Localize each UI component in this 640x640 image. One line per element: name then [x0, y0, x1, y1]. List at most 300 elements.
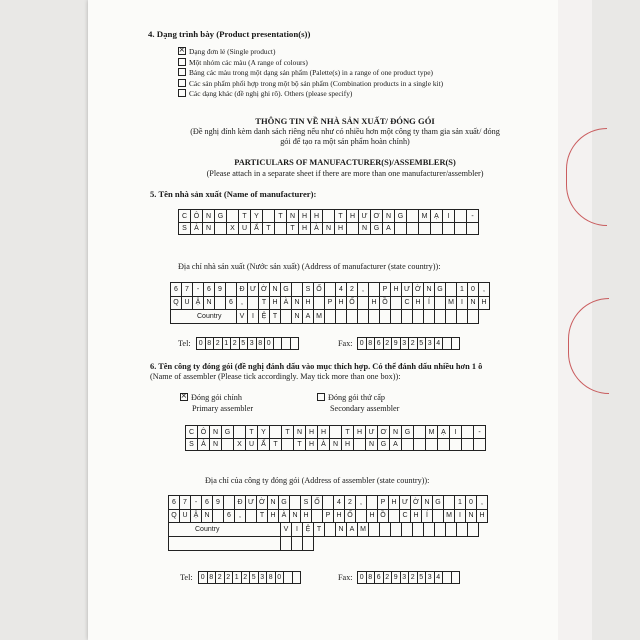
name-char-cell: A: [390, 438, 402, 451]
manufacturer-address-row-2: [170, 296, 490, 310]
fax-digit-cell: 9: [392, 338, 401, 350]
name-char-cell: [275, 222, 287, 235]
address-char-cell: U: [182, 296, 193, 310]
secondary-assembler-label-vi: Đóng gói thứ cấp: [328, 393, 385, 402]
assembler-address-row-1: [168, 495, 488, 510]
address-char-cell: P: [378, 496, 389, 510]
address-char-cell: [433, 509, 444, 523]
address-char-cell: ,: [358, 283, 369, 297]
address-char-cell: Í: [424, 296, 435, 310]
name-char-cell: Ô: [198, 426, 210, 439]
address-char-cell: 2: [345, 496, 356, 510]
address-char-cell: Ố: [314, 283, 325, 297]
country-char-cell: Ệ: [259, 310, 270, 324]
assembler-fax-field: [357, 571, 460, 584]
name-char-cell: I: [443, 210, 455, 223]
country-char-cell: T: [314, 523, 325, 537]
presentation-option-checkbox[interactable]: [178, 89, 186, 97]
info-note-vi-1: (Đề nghị đính kèm danh sách riêng nếu như có nhiều hơn một công ty tham gia sản xuất/ đóng: [190, 127, 500, 136]
address-char-cell: H: [369, 296, 380, 310]
country-char-cell: Ệ: [303, 523, 314, 537]
address-char-cell: H: [268, 509, 279, 523]
tel-digit-cell: [282, 338, 291, 350]
name-char-cell: T: [275, 210, 287, 223]
tel-digit-cell: 0: [276, 572, 285, 584]
presentation-option[interactable]: [178, 58, 308, 68]
fax-digit-cell: 0: [358, 572, 367, 584]
address-char-cell: Ậ: [191, 509, 202, 523]
country-char-cell: [380, 310, 391, 324]
presentation-option-label: Bảng các màu trong một dạng sản phẩm (Palette(s) in a range of one product type): [189, 68, 434, 77]
fax-digit-cell: 3: [426, 572, 435, 584]
country-char-cell: T: [270, 310, 281, 324]
address-char-cell: G: [433, 496, 444, 510]
name-char-cell: S: [186, 438, 198, 451]
address-char-cell: ,: [235, 509, 246, 523]
primary-assembler-label-en: Primary assembler: [192, 404, 254, 413]
address-char-cell: [226, 283, 237, 297]
name-char-cell: A: [383, 222, 395, 235]
country-char-cell: [347, 310, 358, 324]
country-char-cell: [468, 310, 479, 324]
country-char-cell: [336, 310, 347, 324]
address-char-cell: N: [202, 509, 213, 523]
fax-digit-cell: 4: [435, 572, 444, 584]
address-char-cell: [391, 296, 402, 310]
name-char-cell: M: [426, 426, 438, 439]
name-char-cell: [215, 222, 227, 235]
address-char-cell: P: [323, 509, 334, 523]
address-char-cell: H: [336, 296, 347, 310]
tel-digit-cell: 2: [216, 572, 225, 584]
address-char-cell: H: [301, 509, 312, 523]
address-char-cell: Ậ: [193, 296, 204, 310]
country-char-cell: [391, 310, 402, 324]
address-char-cell: [369, 283, 380, 297]
name-char-cell: H: [299, 210, 311, 223]
address-char-cell: [389, 509, 400, 523]
manufacturer-name-row-2: [178, 222, 479, 235]
assembler-address-row-2: [168, 509, 488, 523]
country-char-cell: [424, 310, 435, 324]
name-char-cell: X: [234, 438, 246, 451]
country-label: Country: [171, 310, 237, 324]
address-char-cell: -: [193, 283, 204, 297]
country-char-cell: A: [303, 310, 314, 324]
name-char-cell: H: [318, 426, 330, 439]
address-char-cell: N: [466, 509, 477, 523]
tel-digit-cell: 8: [208, 572, 217, 584]
name-char-cell: Ả: [198, 438, 210, 451]
tel-digit-cell: [293, 572, 302, 584]
address-char-cell: N: [468, 296, 479, 310]
address-char-cell: À: [281, 296, 292, 310]
tel-digit-cell: 5: [240, 338, 249, 350]
presentation-option-checkbox[interactable]: [178, 47, 186, 55]
address-char-cell: Ư: [400, 496, 411, 510]
tel-digit-cell: 3: [248, 338, 257, 350]
country-char-cell: [446, 523, 457, 537]
address-char-cell: [314, 296, 325, 310]
address-char-cell: Ư: [248, 283, 259, 297]
stamp-seal-bottom: [568, 298, 609, 394]
address-char-cell: Ư: [402, 283, 413, 297]
fax-digit-cell: 9: [392, 572, 401, 584]
country-char-cell: V: [237, 310, 248, 324]
presentation-option-checkbox[interactable]: [178, 79, 186, 87]
address-char-cell: N: [270, 283, 281, 297]
name-char-cell: [407, 222, 419, 235]
country-char-cell: I: [248, 310, 259, 324]
tel-digit-cell: [284, 572, 293, 584]
name-char-cell: Ạ: [431, 210, 443, 223]
address-char-cell: [213, 509, 224, 523]
name-char-cell: N: [203, 222, 215, 235]
address-char-cell: N: [422, 496, 433, 510]
address-char-cell: Ố: [312, 496, 323, 510]
presentation-option[interactable]: [178, 47, 275, 57]
name-char-cell: G: [222, 426, 234, 439]
manufacturer-address-row-1: [170, 282, 490, 297]
country-char-cell: [391, 523, 402, 537]
name-char-cell: Y: [258, 426, 270, 439]
address-char-cell: 2: [347, 283, 358, 297]
primary-assembler-label-vi: Đóng gói chính: [191, 393, 242, 402]
name-char-cell: C: [179, 210, 191, 223]
address-char-cell: 6: [171, 283, 182, 297]
name-char-cell: H: [354, 426, 366, 439]
address-char-cell: G: [281, 283, 292, 297]
address-char-cell: H: [479, 296, 490, 310]
tel-digit-cell: 0: [199, 572, 208, 584]
name-char-cell: [419, 222, 431, 235]
address-char-cell: Ố: [345, 509, 356, 523]
address-char-cell: Ờ: [413, 283, 424, 297]
name-char-cell: C: [186, 426, 198, 439]
address-char-cell: ,: [356, 496, 367, 510]
tel-digit-cell: 2: [242, 572, 251, 584]
address-char-cell: H: [270, 296, 281, 310]
address-char-cell: P: [325, 296, 336, 310]
name-char-cell: [462, 438, 474, 451]
country-label: Country: [169, 523, 281, 537]
assembler-tel-field: [198, 571, 301, 584]
address-char-cell: H: [411, 509, 422, 523]
name-char-cell: [426, 438, 438, 451]
name-char-cell: Ô: [191, 210, 203, 223]
name-char-cell: I: [450, 426, 462, 439]
name-char-cell: N: [210, 426, 222, 439]
tel-digit-cell: 8: [267, 572, 276, 584]
address-char-cell: Đ: [237, 283, 248, 297]
address-char-cell: Í: [422, 509, 433, 523]
country-char-cell: [325, 310, 336, 324]
presentation-option-checkbox[interactable]: [178, 68, 186, 76]
name-char-cell: [395, 222, 407, 235]
tel-digit-cell: 0: [265, 338, 274, 350]
address-char-cell: [325, 283, 336, 297]
country-char-cell: [424, 523, 435, 537]
address-char-cell: H: [413, 296, 424, 310]
address-char-cell: N: [424, 283, 435, 297]
name-char-cell: N: [203, 210, 215, 223]
address-char-cell: [292, 283, 303, 297]
assembler-tel-label: Tel:: [180, 573, 193, 582]
address-char-cell: 1: [457, 283, 468, 297]
address-char-cell: H: [367, 509, 378, 523]
address-char-cell: H: [477, 509, 488, 523]
presentation-option-label: Một nhóm các màu (A range of colours): [189, 57, 308, 67]
address-char-cell: N: [204, 296, 215, 310]
manufacturer-fax-label: Fax:: [338, 339, 353, 348]
country-char-cell: [325, 523, 336, 537]
name-char-cell: N: [366, 438, 378, 451]
name-char-cell: T: [246, 426, 258, 439]
address-char-cell: [312, 509, 323, 523]
address-char-cell: M: [446, 296, 457, 310]
name-char-cell: À: [318, 438, 330, 451]
address-char-cell: [224, 496, 235, 510]
manufacturer-address-label: Địa chỉ nhà sản xuất (Nước sản xuất) (Address of manufacturer (state country)):: [178, 262, 441, 271]
country-char-cell: [457, 523, 468, 537]
fax-digit-cell: 6: [375, 338, 384, 350]
tel-digit-cell: 0: [197, 338, 206, 350]
info-note-vi-2: gói để tạo ra một sản phẩm hoàn chỉnh): [280, 137, 410, 146]
country-char-cell: M: [314, 310, 325, 324]
country-char-cell: [369, 523, 380, 537]
name-char-cell: H: [306, 438, 318, 451]
address-char-cell: [323, 496, 334, 510]
fax-digit-cell: 0: [358, 338, 367, 350]
name-char-cell: T: [287, 222, 299, 235]
country-char-cell: [292, 537, 303, 551]
address-char-cell: H: [303, 296, 314, 310]
name-char-cell: H: [311, 210, 323, 223]
fax-digit-cell: 2: [384, 572, 393, 584]
country-char-cell: I: [292, 523, 303, 537]
country-char-cell: V: [281, 523, 292, 537]
country-char-cell: N: [336, 523, 347, 537]
country-char-cell: [380, 523, 391, 537]
country-char-cell: M: [358, 523, 369, 537]
fax-digit-cell: 2: [384, 338, 393, 350]
secondary-assembler-option[interactable]: [317, 393, 385, 403]
address-char-cell: [358, 296, 369, 310]
tel-digit-cell: 3: [259, 572, 268, 584]
name-char-cell: [455, 222, 467, 235]
name-char-cell: H: [335, 222, 347, 235]
presentation-option[interactable]: [178, 89, 352, 99]
name-char-cell: X: [227, 222, 239, 235]
section5-heading: 5. Tên nhà sản xuất (Name of manufacturer):: [150, 189, 317, 199]
address-char-cell: Q: [171, 296, 182, 310]
address-char-cell: [446, 283, 457, 297]
name-char-cell: G: [371, 222, 383, 235]
name-char-cell: Ư: [366, 426, 378, 439]
fax-digit-cell: 5: [418, 572, 427, 584]
name-char-cell: [450, 438, 462, 451]
address-char-cell: U: [180, 509, 191, 523]
address-char-cell: N: [290, 509, 301, 523]
assembler-name-row-1: [185, 425, 486, 439]
name-char-cell: Y: [251, 210, 263, 223]
address-char-cell: [444, 496, 455, 510]
country-char-cell: [413, 523, 424, 537]
name-char-cell: N: [330, 438, 342, 451]
address-char-cell: 7: [182, 283, 193, 297]
address-char-cell: 4: [334, 496, 345, 510]
address-char-cell: I: [455, 509, 466, 523]
name-char-cell: T: [239, 210, 251, 223]
address-char-cell: [356, 509, 367, 523]
name-char-cell: [354, 438, 366, 451]
fax-digit-cell: [452, 338, 461, 350]
presentation-option-label: Các dạng khác (đề nghị ghi rõ). Others (please specify): [189, 89, 353, 98]
country-char-cell: [446, 310, 457, 324]
address-char-cell: P: [380, 283, 391, 297]
secondary-assembler-label-en: Secondary assembler: [330, 404, 400, 413]
name-char-cell: N: [383, 210, 395, 223]
section4-heading: 4. Dạng trình bày (Product presentation(s)): [148, 29, 311, 39]
name-char-cell: [431, 222, 443, 235]
address-char-cell: ,: [477, 496, 488, 510]
name-char-cell: T: [335, 210, 347, 223]
country-char-cell: [402, 310, 413, 324]
fax-digit-cell: [443, 572, 452, 584]
address-char-cell: 9: [213, 496, 224, 510]
fax-digit-cell: 4: [435, 338, 444, 350]
address-char-cell: Ờ: [411, 496, 422, 510]
name-char-cell: À: [311, 222, 323, 235]
name-char-cell: T: [282, 426, 294, 439]
address-char-cell: [215, 296, 226, 310]
address-char-cell: 4: [336, 283, 347, 297]
name-char-cell: U: [246, 438, 258, 451]
primary-assembler-option[interactable]: [180, 393, 242, 403]
address-char-cell: 1: [455, 496, 466, 510]
presentation-option[interactable]: [178, 79, 443, 89]
country-char-cell: N: [292, 310, 303, 324]
manufacturer-fax-field: [357, 337, 460, 350]
fax-digit-cell: 5: [418, 338, 427, 350]
assembler-address-label: Địa chỉ của công ty đóng gói (Address of assembler (state country)):: [205, 476, 430, 485]
address-char-cell: [248, 296, 259, 310]
presentation-option[interactable]: [178, 68, 433, 78]
name-char-cell: G: [395, 210, 407, 223]
tel-digit-cell: [274, 338, 283, 350]
address-char-cell: G: [435, 283, 446, 297]
address-char-cell: [435, 296, 446, 310]
country-char-cell: [402, 523, 413, 537]
country-char-cell: [468, 523, 479, 537]
address-char-cell: 0: [466, 496, 477, 510]
name-char-cell: Ấ: [251, 222, 263, 235]
address-char-cell: C: [402, 296, 413, 310]
address-char-cell: Ờ: [259, 283, 270, 297]
primary-assembler-checkbox[interactable]: [180, 393, 188, 401]
name-char-cell: T: [342, 426, 354, 439]
section6-heading-2: (Name of assembler (Please tick accordingly. May tick more than one box)):: [150, 372, 401, 381]
address-char-cell: 6: [204, 283, 215, 297]
address-char-cell: I: [457, 296, 468, 310]
name-char-cell: N: [287, 210, 299, 223]
address-char-cell: Ố: [347, 296, 358, 310]
name-char-cell: H: [299, 222, 311, 235]
address-char-cell: G: [279, 496, 290, 510]
section6-heading-1: 6. Tên công ty đóng gói (đề nghị đánh dấu vào mục thích hợp. Có thể đánh dấu nhiều hơn 1 ô: [150, 362, 483, 371]
country-char-cell: [369, 310, 380, 324]
address-char-cell: À: [279, 509, 290, 523]
name-char-cell: [402, 438, 414, 451]
fax-digit-cell: [452, 572, 461, 584]
assembler-name-row-2: [185, 438, 486, 451]
tel-digit-cell: 8: [257, 338, 266, 350]
address-char-cell: Ồ: [380, 296, 391, 310]
presentation-option-label: Dạng đơn lẻ (Single product): [189, 47, 276, 56]
fax-digit-cell: 3: [401, 338, 410, 350]
country-char-cell: [281, 537, 292, 551]
address-char-cell: [290, 496, 301, 510]
manufacturer-tel-label: Tel:: [178, 339, 191, 348]
info-title-vi: THÔNG TIN VỀ NHÀ SẢN XUẤT/ ĐÓNG GÓI: [255, 116, 435, 126]
address-char-cell: C: [400, 509, 411, 523]
info-title-en: PARTICULARS OF MANUFACTURER(S)/ASSEMBLER(S): [234, 158, 456, 167]
manufacturer-name-row-1: [178, 209, 479, 223]
tel-digit-cell: 1: [223, 338, 232, 350]
name-char-cell: G: [402, 426, 414, 439]
tel-digit-cell: 2: [231, 338, 240, 350]
country-char-cell: [435, 310, 446, 324]
name-char-cell: Ư: [359, 210, 371, 223]
name-char-cell: N: [359, 222, 371, 235]
address-char-cell: -: [191, 496, 202, 510]
name-char-cell: Ơ: [371, 210, 383, 223]
fax-digit-cell: 3: [401, 572, 410, 584]
name-char-cell: [414, 438, 426, 451]
secondary-assembler-checkbox[interactable]: [317, 393, 325, 401]
address-char-cell: N: [292, 296, 303, 310]
name-char-cell: Ả: [191, 222, 203, 235]
fax-digit-cell: 8: [367, 572, 376, 584]
fax-digit-cell: 3: [426, 338, 435, 350]
tel-digit-cell: 5: [250, 572, 259, 584]
address-char-cell: ,: [479, 283, 490, 297]
address-char-cell: Đ: [235, 496, 246, 510]
address-char-cell: H: [391, 283, 402, 297]
country-char-cell: A: [347, 523, 358, 537]
address-char-cell: 6: [224, 509, 235, 523]
fax-digit-cell: [443, 338, 452, 350]
presentation-option-checkbox[interactable]: [178, 58, 186, 66]
name-char-cell: T: [263, 222, 275, 235]
name-char-cell: [282, 438, 294, 451]
stamp-seal-top: [566, 128, 607, 226]
tel-digit-cell: [291, 338, 300, 350]
address-char-cell: T: [257, 509, 268, 523]
address-char-cell: 6: [226, 296, 237, 310]
name-char-cell: T: [294, 438, 306, 451]
country-char-cell: [457, 310, 468, 324]
name-char-cell: M: [419, 210, 431, 223]
address-char-cell: T: [259, 296, 270, 310]
country-char-cell: [413, 310, 424, 324]
name-char-cell: N: [323, 222, 335, 235]
address-char-cell: 6: [202, 496, 213, 510]
name-char-cell: N: [294, 426, 306, 439]
name-char-cell: U: [239, 222, 251, 235]
name-char-cell: -: [474, 426, 486, 439]
assembler-fax-label: Fax:: [338, 573, 353, 582]
